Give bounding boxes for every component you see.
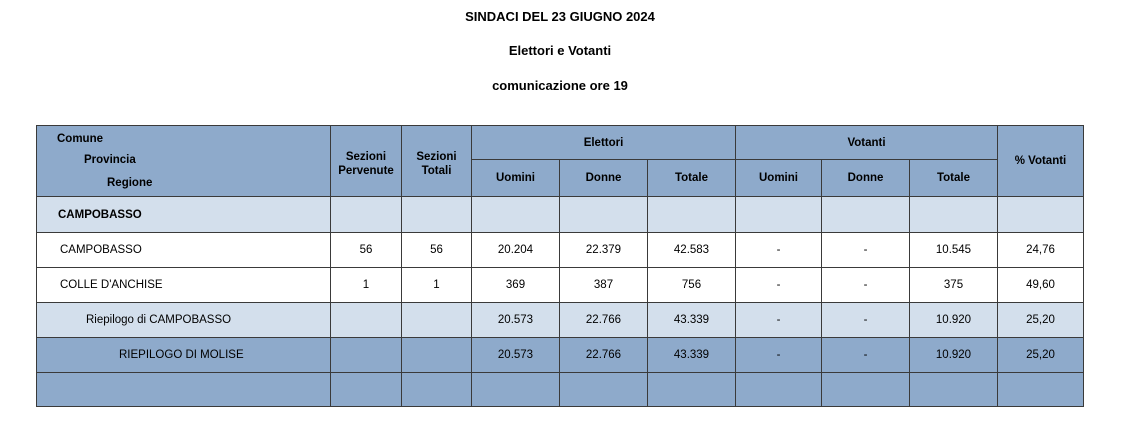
elettori-header: Elettori [472, 126, 736, 160]
elettori-donne-cell: 22.379 [560, 233, 648, 268]
row-name [37, 373, 331, 407]
row-name: RIEPILOGO DI MOLISE [37, 338, 331, 373]
votanti-uomini-cell: - [736, 338, 822, 373]
cell [560, 373, 648, 407]
elettori-totale-cell: 756 [648, 268, 736, 303]
votanti-totale-cell: 10.920 [910, 338, 998, 373]
cell [822, 373, 910, 407]
area-header-comune: Comune [57, 133, 103, 145]
votanti-header: Votanti [736, 126, 998, 160]
votanti-donne-cell: - [822, 338, 910, 373]
area-header [37, 126, 331, 197]
row-name: CAMPOBASSO [37, 197, 331, 233]
votanti-uomini-header: Uomini [736, 160, 822, 197]
percent-votanti-cell: 24,76 [998, 233, 1084, 268]
cell [736, 373, 822, 407]
cell [736, 197, 822, 233]
elettori-donne-cell: 387 [560, 268, 648, 303]
cell [472, 373, 560, 407]
percent-votanti-cell: 25,20 [998, 338, 1084, 373]
elettori-donne-cell: 22.766 [560, 303, 648, 338]
votanti-donne-cell: - [822, 303, 910, 338]
elettori-uomini-cell: 369 [472, 268, 560, 303]
sezioni-totali-cell [402, 303, 472, 338]
elettori-totale-cell: 43.339 [648, 338, 736, 373]
cell [998, 197, 1084, 233]
cell [648, 197, 736, 233]
cell [331, 373, 402, 407]
row-name: CAMPOBASSO [37, 233, 331, 268]
votanti-totale-cell: 10.545 [910, 233, 998, 268]
cell [910, 373, 998, 407]
votanti-donne-cell: - [822, 233, 910, 268]
sezioni-totali-cell [402, 338, 472, 373]
votanti-uomini-cell: - [736, 303, 822, 338]
communication-label: comunicazione ore 19 [492, 78, 628, 93]
table-row-riepilogo-provincia [37, 303, 1084, 338]
sezioni-pervenute-header: Sezioni Pervenute [331, 126, 402, 197]
sezioni-pervenute-cell [331, 338, 402, 373]
elettori-totale-header: Totale [648, 160, 736, 197]
table-row-provincia [37, 197, 1084, 233]
elettori-donne-header: Donne [560, 160, 648, 197]
cell [402, 197, 472, 233]
cell [560, 197, 648, 233]
elettori-uomini-header: Uomini [472, 160, 560, 197]
cell [402, 373, 472, 407]
votanti-donne-header: Donne [822, 160, 910, 197]
cell [648, 373, 736, 407]
sezioni-pervenute-cell: 1 [331, 268, 402, 303]
page-title: SINDACI DEL 23 GIUGNO 2024 [465, 9, 655, 24]
table-row-riepilogo-regione [37, 338, 1084, 373]
elettori-uomini-cell: 20.573 [472, 338, 560, 373]
percent-votanti-cell: 25,20 [998, 303, 1084, 338]
elettori-donne-cell: 22.766 [560, 338, 648, 373]
elettori-uomini-cell: 20.573 [472, 303, 560, 338]
row-name: Riepilogo di CAMPOBASSO [37, 303, 331, 338]
cell [472, 197, 560, 233]
percent-votanti-header: % Votanti [998, 126, 1084, 197]
page-subtitle: Elettori e Votanti [508, 43, 612, 58]
voters-table [36, 125, 1084, 407]
sezioni-pervenute-cell [331, 303, 402, 338]
area-header-regione: Regione [107, 177, 153, 189]
votanti-uomini-cell: - [736, 268, 822, 303]
cell [331, 197, 402, 233]
elettori-totale-cell: 42.583 [648, 233, 736, 268]
votanti-uomini-cell: - [736, 233, 822, 268]
table-row-comune [37, 233, 1084, 268]
sezioni-totali-cell: 56 [402, 233, 472, 268]
sezioni-totali-header: Sezioni Totali [402, 126, 472, 197]
votanti-totale-cell: 375 [910, 268, 998, 303]
votanti-donne-cell: - [822, 268, 910, 303]
row-name: COLLE D'ANCHISE [37, 268, 331, 303]
sezioni-pervenute-cell: 56 [331, 233, 402, 268]
sezioni-totali-cell: 1 [402, 268, 472, 303]
cell [998, 373, 1084, 407]
votanti-totale-cell: 10.920 [910, 303, 998, 338]
elettori-uomini-cell: 20.204 [472, 233, 560, 268]
area-header-provincia: Provincia [84, 154, 136, 166]
elettori-totale-cell: 43.339 [648, 303, 736, 338]
cell [822, 197, 910, 233]
table-row-comune [37, 268, 1084, 303]
table-row-empty [37, 373, 1084, 407]
percent-votanti-cell: 49,60 [998, 268, 1084, 303]
cell [910, 197, 998, 233]
votanti-totale-header: Totale [910, 160, 998, 197]
